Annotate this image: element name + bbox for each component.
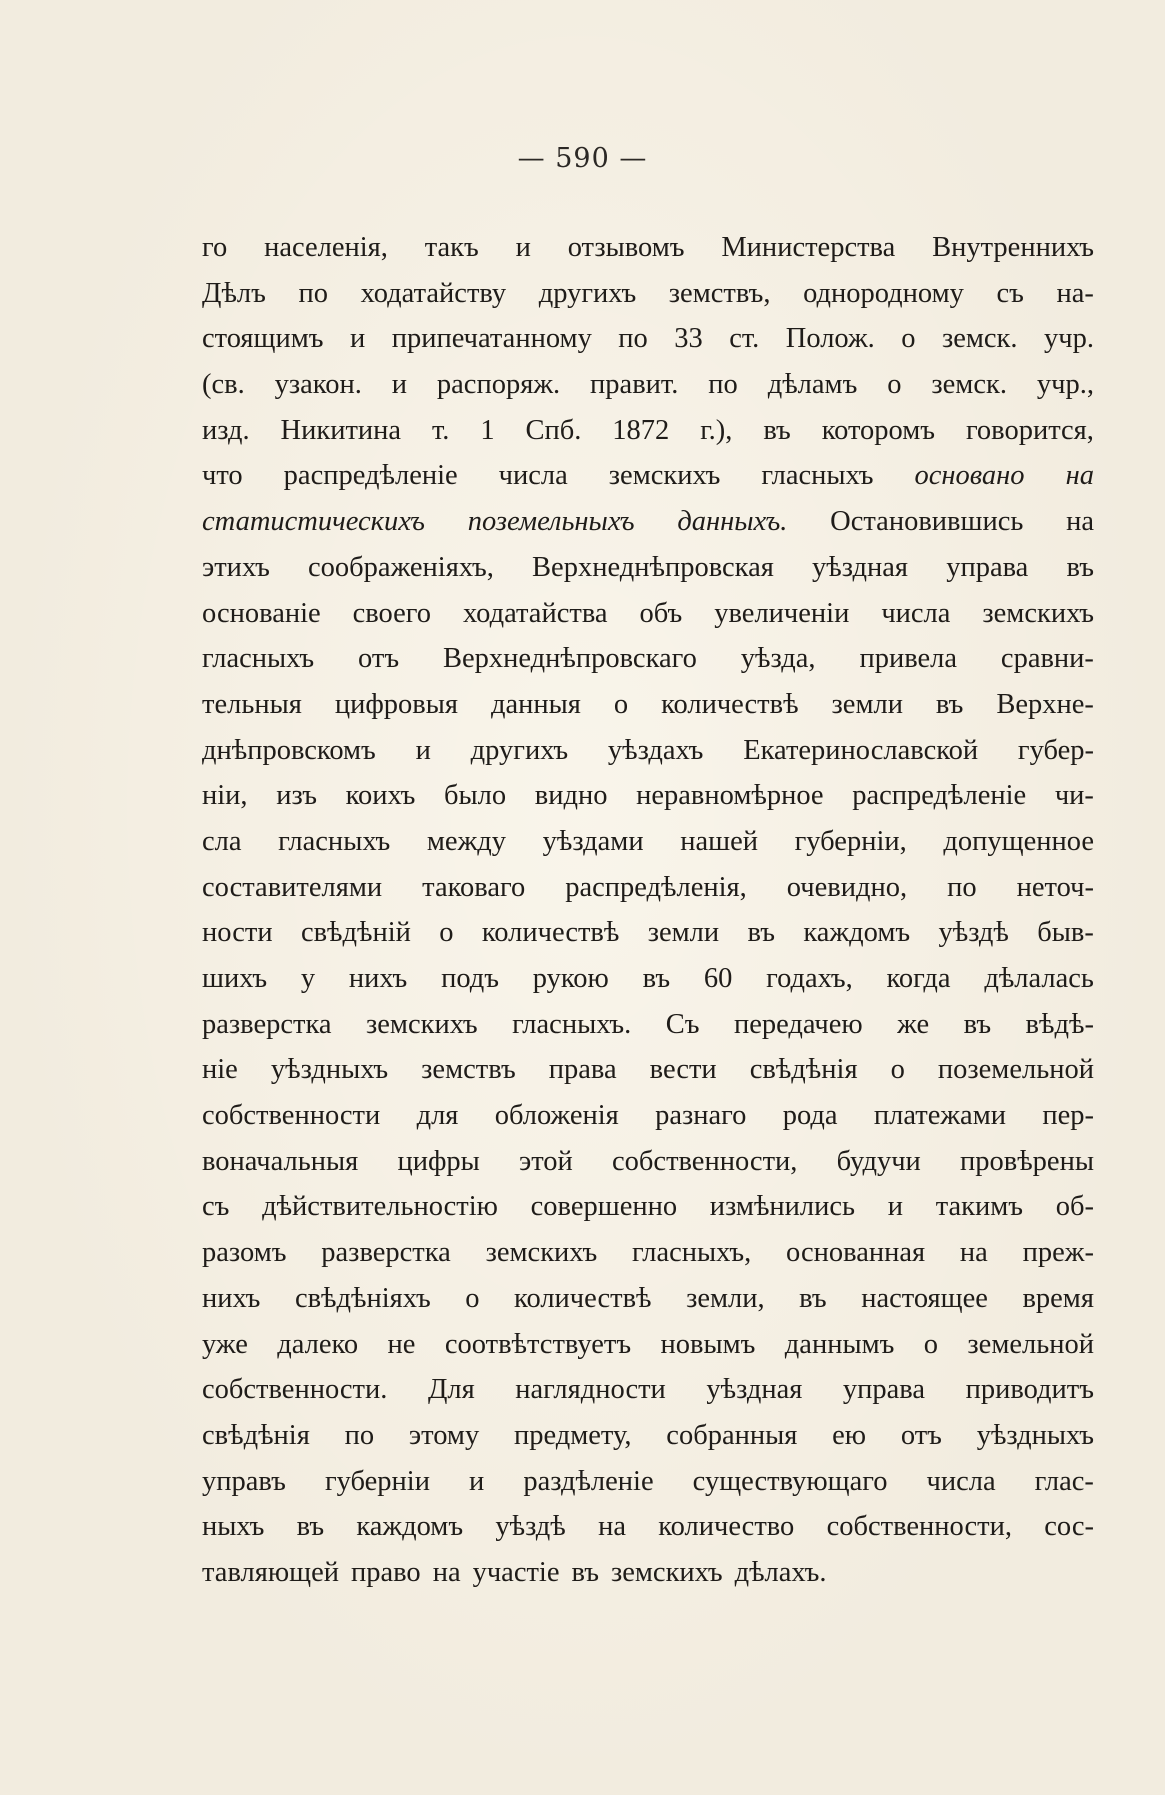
- text-line: [202, 1367, 1094, 1413]
- word: коихъ: [345, 780, 416, 812]
- word: приводитъ: [965, 1374, 1094, 1406]
- word: данныя: [490, 688, 581, 720]
- word: количествѣ: [514, 1282, 652, 1314]
- word: на-: [1056, 277, 1094, 309]
- word: поземельной: [937, 1054, 1094, 1086]
- word: что: [202, 460, 243, 492]
- word: уѣздахъ: [607, 734, 704, 766]
- word: и: [469, 1465, 485, 1497]
- word: объ: [639, 597, 683, 629]
- word: разверстка: [202, 1008, 332, 1040]
- word: населенія,: [264, 232, 388, 263]
- word: ности: [202, 917, 273, 949]
- word: рукою: [532, 963, 609, 994]
- word: право: [351, 1556, 421, 1588]
- word: нашей: [680, 825, 758, 857]
- word: свѣдѣнія: [202, 1419, 310, 1451]
- text-line: [202, 1139, 1094, 1185]
- text-line: [202, 682, 1094, 728]
- word: о: [465, 1282, 480, 1314]
- word: количествѣ: [661, 688, 799, 720]
- word: по: [708, 369, 738, 401]
- word: земствъ,: [668, 277, 771, 309]
- word: т.: [431, 414, 450, 446]
- word: ею: [832, 1419, 867, 1451]
- word: поземельныхъ: [467, 506, 635, 538]
- word: этихъ: [202, 551, 270, 583]
- word: вести: [649, 1054, 717, 1086]
- word: передачею: [733, 1008, 863, 1040]
- word: собственности,: [826, 1511, 1012, 1543]
- word: наглядности: [515, 1374, 666, 1406]
- word: Верхне-: [996, 688, 1094, 720]
- word: свѣдѣній: [300, 917, 411, 949]
- word: Дѣлъ: [202, 277, 266, 309]
- text-line: [202, 591, 1094, 637]
- word: даннымъ: [784, 1328, 895, 1360]
- word: было: [444, 780, 507, 812]
- word: ныхъ: [202, 1511, 265, 1543]
- word: земскихъ: [366, 1008, 478, 1040]
- word: цифровыя: [334, 688, 458, 720]
- text-line: [202, 910, 1094, 956]
- word: обложенія: [494, 1100, 619, 1132]
- word: распредѣленія,: [565, 871, 747, 903]
- word: Полож.: [785, 323, 875, 355]
- word: нихъ: [348, 963, 408, 994]
- word: уѣздѣ: [495, 1511, 566, 1543]
- word: губерніи,: [794, 825, 907, 857]
- word: уѣздныхъ: [976, 1419, 1094, 1451]
- word: днѣпровскомъ: [202, 734, 376, 766]
- word: 1872: [612, 414, 670, 446]
- text-line: [202, 408, 1094, 454]
- word: между: [426, 825, 507, 857]
- word: такъ: [424, 232, 479, 263]
- word: другихъ: [538, 277, 637, 309]
- word: губер-: [1017, 734, 1094, 766]
- word: для: [416, 1100, 459, 1132]
- word: количествѣ: [481, 917, 620, 949]
- word: у: [300, 963, 316, 994]
- word: распоряж.: [436, 369, 561, 401]
- word: своего: [352, 597, 432, 629]
- word: земскихъ: [485, 1237, 598, 1269]
- word: земли: [647, 917, 720, 949]
- word: и: [349, 323, 366, 355]
- text-line: [202, 1230, 1094, 1276]
- text-line: [202, 1047, 1094, 1093]
- word: об-: [1055, 1191, 1094, 1223]
- word: числа: [881, 597, 951, 629]
- word: въ: [571, 1556, 599, 1588]
- word: будучи: [836, 1145, 921, 1177]
- word: сос-: [1044, 1511, 1094, 1543]
- text-line: [202, 1184, 1094, 1230]
- word: преж-: [1022, 1237, 1094, 1269]
- word: управа: [946, 551, 1029, 583]
- word: составителями: [202, 871, 383, 903]
- word: свѣдѣніяхъ: [294, 1282, 431, 1314]
- word: шихъ: [202, 963, 268, 994]
- word: собственности,: [612, 1145, 798, 1177]
- word: въ: [799, 1282, 827, 1314]
- word: уѣздная: [812, 551, 908, 583]
- text-line: [202, 271, 1094, 317]
- word: предмету,: [513, 1419, 632, 1451]
- word: глас-: [1034, 1465, 1094, 1497]
- word: гласныхъ.: [512, 1008, 632, 1040]
- word: разнаго: [655, 1100, 747, 1132]
- word: управа: [842, 1374, 926, 1406]
- word: о: [887, 369, 902, 401]
- word: Министерства: [721, 232, 896, 263]
- word: на: [959, 1237, 988, 1269]
- word: уѣздами: [542, 825, 644, 857]
- word: гласныхъ: [761, 460, 874, 492]
- word: о: [923, 1328, 939, 1360]
- word: го: [202, 232, 228, 263]
- word: Никитина: [280, 414, 402, 446]
- word: числа: [498, 460, 568, 492]
- word: по: [298, 277, 328, 309]
- word: данныхъ.: [677, 506, 788, 538]
- word: земскихъ: [610, 1556, 723, 1588]
- word: съ: [996, 277, 1024, 309]
- word: Для: [427, 1374, 475, 1406]
- word: о: [901, 323, 916, 355]
- word: рода: [782, 1100, 838, 1132]
- word: видно: [534, 780, 608, 812]
- text-line: [202, 362, 1094, 408]
- word: уѣздѣ: [938, 917, 1009, 949]
- word: время: [1022, 1282, 1094, 1314]
- word: такимъ: [935, 1191, 1024, 1223]
- word: которомъ: [821, 414, 936, 446]
- word: гласныхъ: [278, 825, 391, 857]
- word: чи-: [1054, 780, 1094, 812]
- word: собственности: [202, 1100, 381, 1132]
- word: сла: [202, 825, 242, 857]
- word: неравномѣрное: [636, 780, 824, 812]
- word: на: [1066, 506, 1094, 538]
- word: ніи,: [202, 780, 248, 812]
- word: ніе: [202, 1054, 238, 1086]
- text-line: [202, 636, 1094, 682]
- word: Внутреннихъ: [932, 232, 1094, 263]
- word: въ: [1066, 551, 1094, 583]
- word: въ: [642, 963, 671, 994]
- word: неточ-: [1016, 871, 1094, 903]
- word: уѣздная: [706, 1374, 803, 1406]
- word: земск.: [931, 369, 1007, 401]
- word: собранныя: [666, 1419, 798, 1451]
- word: привела: [859, 643, 958, 675]
- word: губерніи: [324, 1465, 430, 1497]
- word: земельной: [967, 1328, 1094, 1360]
- word: Верхнеднѣпровская: [532, 551, 774, 583]
- word: сравни-: [1000, 643, 1094, 675]
- word: каждомъ: [803, 917, 911, 949]
- word: разомъ: [202, 1237, 287, 1269]
- word: земскихъ: [608, 460, 721, 492]
- word: говорится,: [965, 414, 1094, 446]
- word: Верхнеднѣпровскаго: [442, 643, 697, 675]
- word: съ: [202, 1191, 230, 1223]
- word: по: [344, 1419, 375, 1451]
- word: учр.: [1043, 323, 1094, 355]
- word: отъ: [357, 643, 400, 675]
- word: 60: [703, 963, 733, 994]
- word: и: [887, 1191, 903, 1223]
- word: этому: [408, 1419, 480, 1451]
- word: воначальныя: [202, 1145, 359, 1177]
- word: на: [432, 1556, 461, 1588]
- word: увеличеніи: [714, 597, 850, 629]
- word: на: [598, 1511, 626, 1543]
- word: (св.: [202, 369, 245, 401]
- word: ходатайству: [360, 277, 507, 309]
- word: годахъ,: [766, 963, 853, 994]
- text-line: [202, 1322, 1094, 1368]
- word: Съ: [665, 1008, 700, 1040]
- word: отъ: [900, 1419, 942, 1451]
- word: на: [1065, 460, 1094, 492]
- word: основанная: [786, 1237, 926, 1269]
- word: количество: [658, 1511, 795, 1543]
- word: таковаго: [422, 871, 526, 903]
- word: уѣзда,: [740, 643, 816, 675]
- word: дѣйствительностію: [262, 1191, 498, 1223]
- text-line: [202, 225, 1094, 271]
- word: въ: [763, 414, 791, 446]
- page-number: — 590 —: [517, 143, 648, 174]
- text-line: [202, 1093, 1094, 1139]
- word: по: [947, 871, 977, 903]
- word: пер-: [1042, 1100, 1094, 1132]
- word: существующаго: [692, 1465, 888, 1497]
- word: Спб.: [525, 414, 582, 446]
- word: уѣздныхъ: [270, 1054, 389, 1086]
- word: нихъ: [202, 1282, 261, 1314]
- word: соображеніяхъ,: [308, 551, 494, 583]
- body-text: [202, 225, 1094, 1596]
- word: г.),: [700, 414, 733, 446]
- word: права: [548, 1054, 617, 1086]
- word: о: [439, 917, 454, 949]
- word: отзывомъ: [567, 232, 685, 263]
- text-line: [202, 956, 1094, 1002]
- word: изъ: [276, 780, 317, 812]
- text-line: [202, 1504, 1094, 1550]
- word: быв-: [1037, 917, 1094, 949]
- word: гласныхъ: [202, 643, 315, 675]
- word: учр.,: [1036, 369, 1094, 401]
- word: и: [415, 734, 431, 766]
- word: далеко: [277, 1328, 359, 1360]
- word: измѣнились: [709, 1191, 856, 1223]
- word: 33: [674, 323, 703, 355]
- word: настоящее: [861, 1282, 988, 1314]
- word: дѣламъ: [767, 369, 858, 401]
- word: правит.: [590, 369, 679, 401]
- text-line: [202, 1459, 1094, 1505]
- word: же: [897, 1008, 930, 1040]
- word: тавляющей: [202, 1556, 340, 1588]
- word: новымъ: [660, 1328, 756, 1360]
- text-line: [202, 773, 1094, 819]
- word: основаніе: [202, 597, 321, 629]
- word: земствъ: [421, 1054, 516, 1086]
- text-line: [202, 1276, 1094, 1322]
- text-line: [202, 499, 1094, 545]
- word: по: [618, 323, 648, 355]
- word: припечатанному: [391, 323, 592, 355]
- text-line: [202, 545, 1094, 591]
- word: собственности.: [202, 1374, 388, 1406]
- word: раздѣленіе: [523, 1465, 654, 1497]
- word: когда: [886, 963, 951, 994]
- word: дѣлахъ.: [734, 1556, 827, 1588]
- word: провѣрены: [960, 1145, 1094, 1177]
- word: 1: [480, 414, 495, 446]
- word: уже: [202, 1328, 248, 1360]
- text-line: [202, 453, 1094, 499]
- word: распредѣленіе: [283, 460, 458, 492]
- word: земск.: [941, 323, 1018, 355]
- word: ст.: [729, 323, 760, 355]
- text-line: [202, 1413, 1094, 1459]
- word: статистическихъ: [202, 506, 425, 538]
- word: совершенно: [530, 1191, 678, 1223]
- word: однородному: [803, 277, 964, 309]
- word: земскихъ: [982, 597, 1094, 629]
- text-line: [202, 728, 1094, 774]
- word: узакон.: [274, 369, 362, 401]
- text-line: [202, 819, 1094, 865]
- word: соотвѣтствуетъ: [444, 1328, 632, 1360]
- word: и: [515, 232, 531, 263]
- word: каждомъ: [356, 1511, 464, 1543]
- word: изд.: [202, 414, 250, 446]
- word: свѣдѣнія: [749, 1054, 858, 1086]
- text-line: [202, 1550, 1094, 1596]
- word: въ: [296, 1511, 325, 1543]
- word: распредѣленіе: [852, 780, 1027, 812]
- word: участіе: [472, 1556, 560, 1588]
- word: въ: [963, 1008, 992, 1040]
- word: земли: [831, 688, 903, 720]
- word: и: [391, 369, 407, 401]
- word: допущенное: [943, 825, 1094, 857]
- word: вѣдѣ-: [1025, 1008, 1094, 1040]
- word: другихъ: [470, 734, 569, 766]
- word: основано: [914, 460, 1025, 492]
- word: земли,: [686, 1282, 765, 1314]
- word: не: [387, 1328, 416, 1360]
- word: Остановившись: [830, 506, 1024, 538]
- word: разверстка: [321, 1237, 451, 1269]
- word: очевидно,: [786, 871, 908, 903]
- word: этой: [519, 1145, 573, 1177]
- word: Екатеринославской: [743, 734, 979, 766]
- word: дѣлалась: [984, 963, 1094, 994]
- word: въ: [747, 917, 775, 949]
- word: подъ: [441, 963, 499, 994]
- word: ходатайства: [463, 597, 608, 629]
- word: цифры: [397, 1145, 480, 1177]
- word: числа: [926, 1465, 996, 1497]
- text-line: [202, 1002, 1094, 1048]
- word: управъ: [202, 1465, 286, 1497]
- word: платежами: [873, 1100, 1006, 1132]
- word: о: [890, 1054, 905, 1086]
- text-line: [202, 316, 1094, 362]
- word: въ: [935, 688, 964, 720]
- word: стоящимъ: [202, 323, 324, 355]
- word: тельныя: [202, 688, 302, 720]
- word: о: [613, 688, 629, 720]
- text-line: [202, 865, 1094, 911]
- word: гласныхъ,: [632, 1237, 752, 1269]
